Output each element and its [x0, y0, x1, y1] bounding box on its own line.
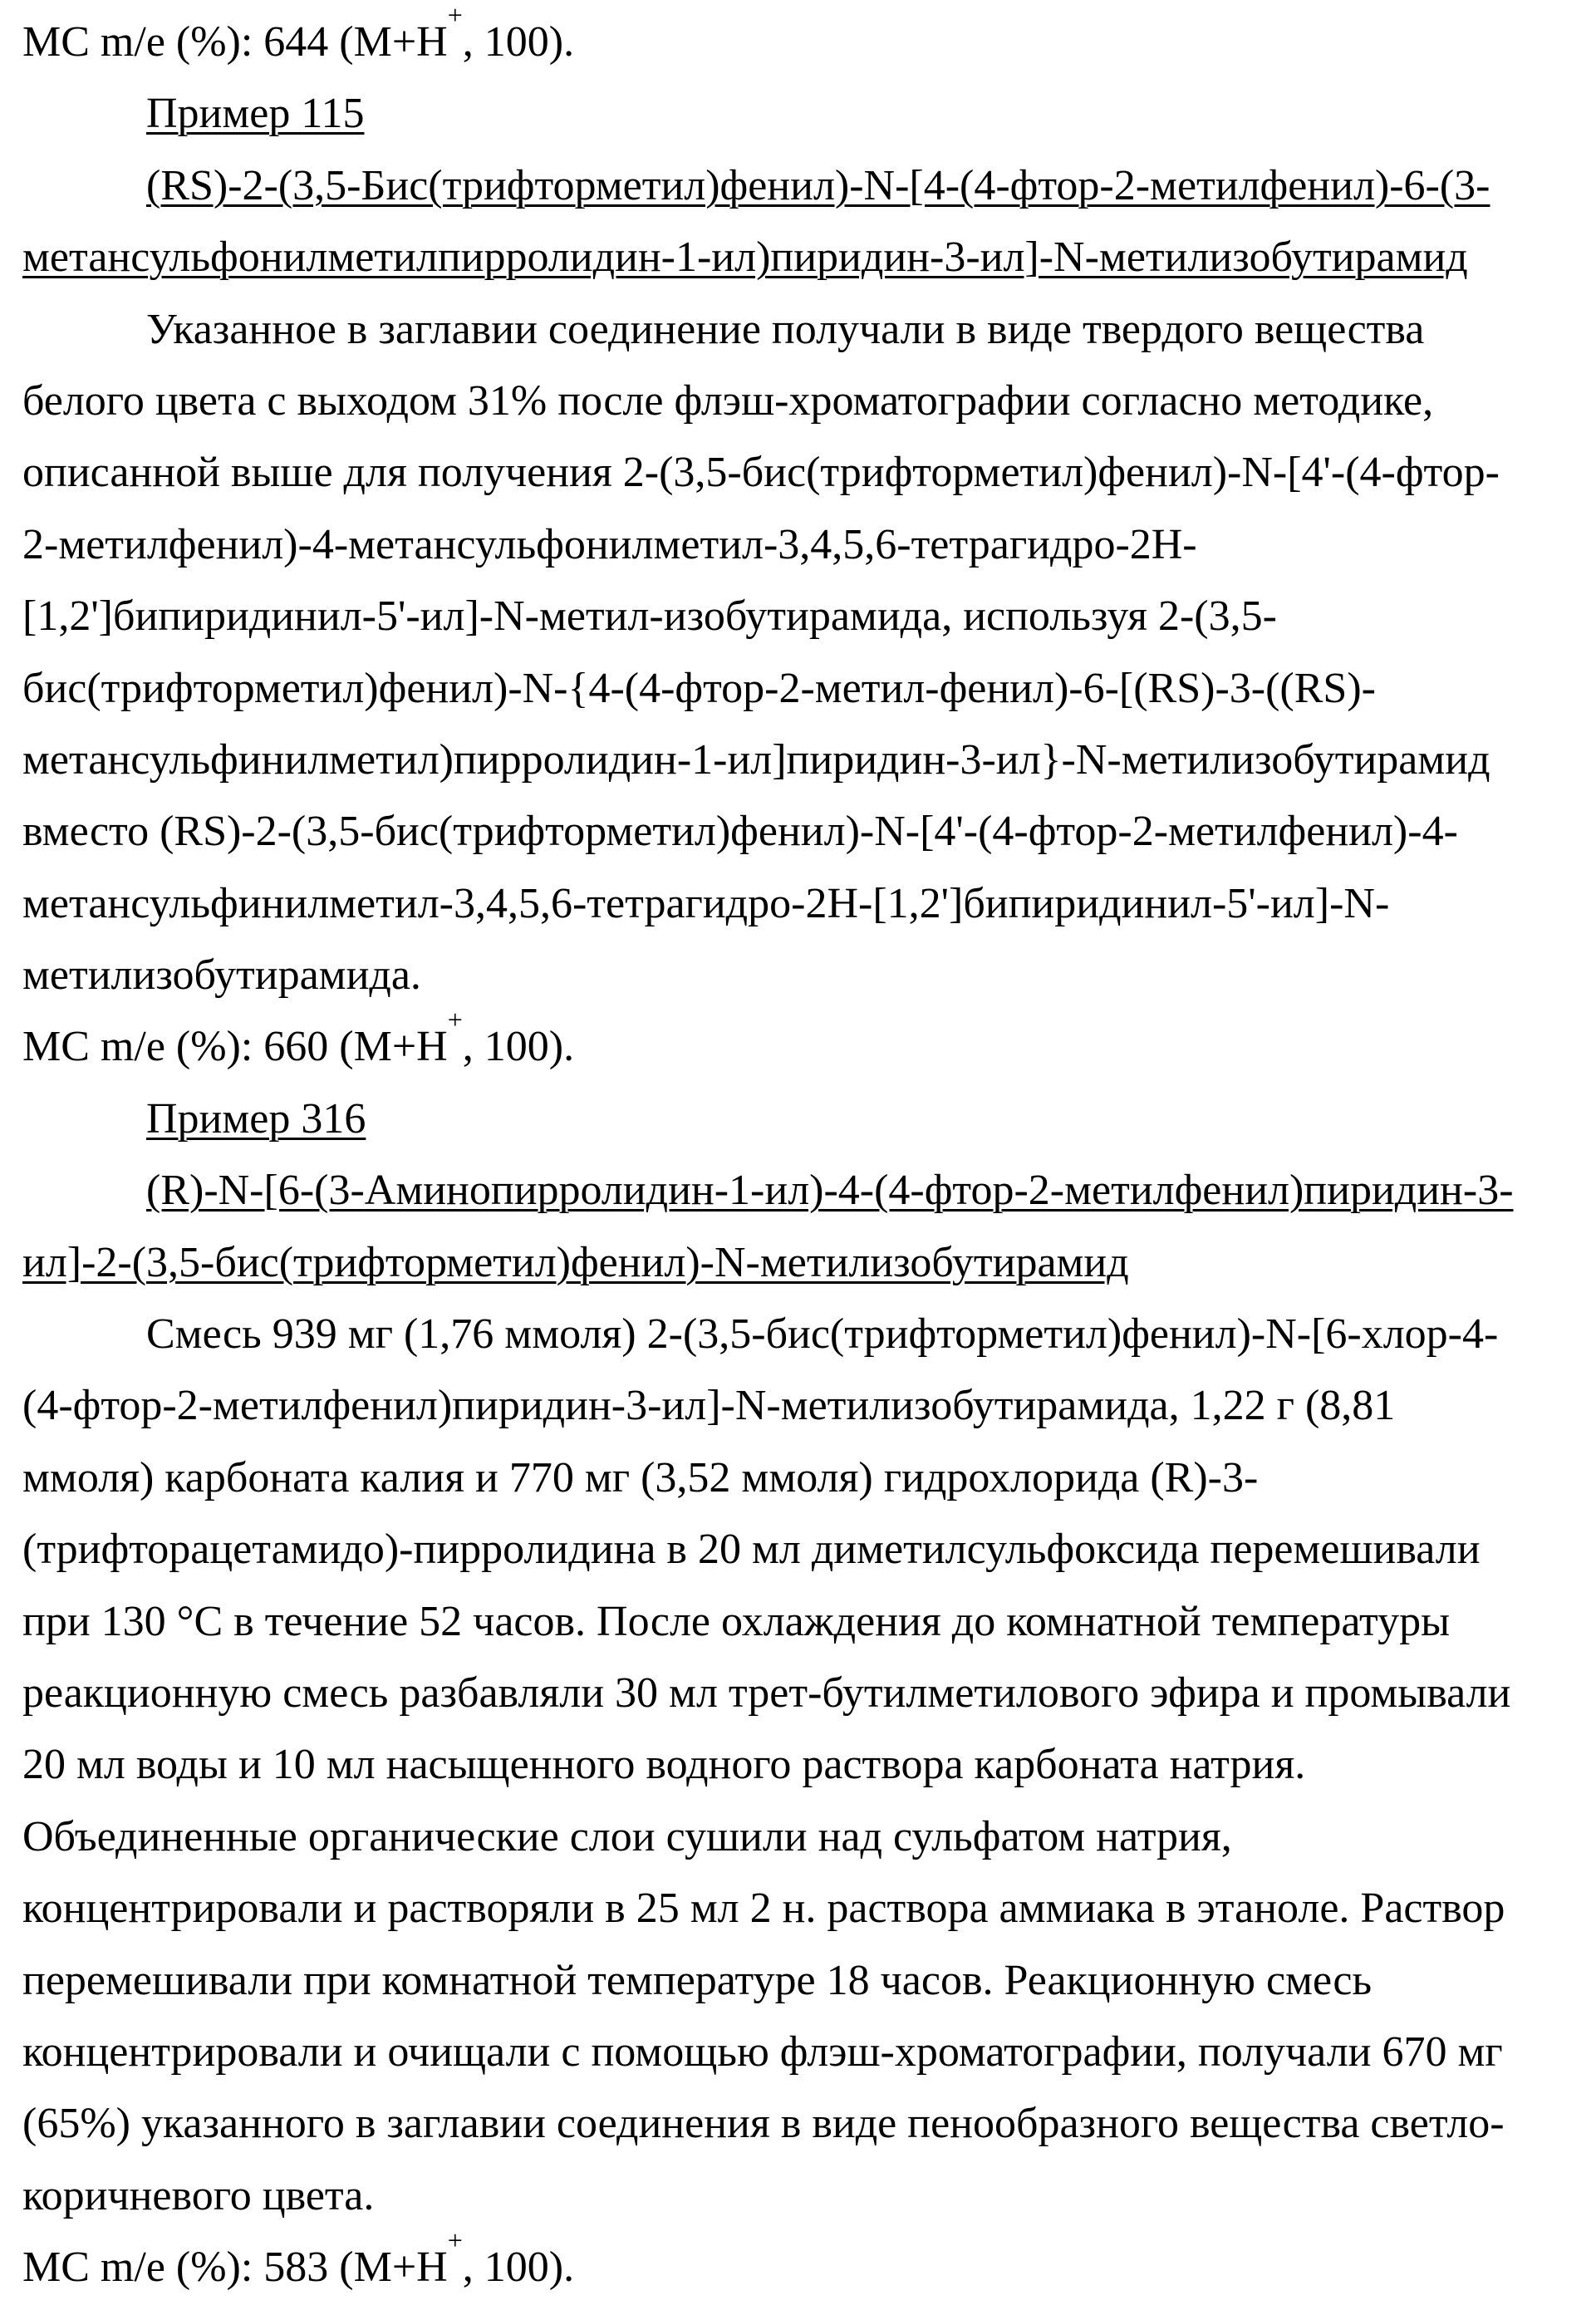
line-text: бис(трифторметил)фенил)-N-{4-(4-фтор-2-метил-фенил)-6-[(RS)-3-((RS)-	[22, 665, 1376, 712]
line-text: Пример 115	[146, 90, 364, 137]
line-text: , 100).	[463, 2244, 574, 2291]
text-line	[0, 1011, 1596, 1083]
text-line	[0, 1586, 1596, 1658]
heading-line	[0, 78, 1596, 150]
line-text: МС m/e (%): 660 (M+H	[22, 1023, 448, 1070]
line-text: белого цвета с выходом 31% после флэш-хроматографии согласно методике,	[22, 377, 1433, 425]
text-line	[0, 796, 1596, 867]
line-text: описанной выше для получения 2-(3,5-бис(трифторметил)фенил)-N-[4'-(4-фтор-	[22, 449, 1500, 496]
line-text: Объединенные органические слои сушили над сульфатом натрия,	[22, 1813, 1232, 1860]
line-text: ил]-2-(3,5-бис(трифторметил)фенил)-N-метилизобутирамид	[22, 1239, 1129, 1286]
text-line	[0, 1729, 1596, 1801]
heading-line	[0, 150, 1596, 222]
text-line	[0, 1945, 1596, 2017]
line-text: вместо (RS)-2-(3,5-бис(трифторметил)фенил)-N-[4'-(4-фтор-2-метилфенил)-4-	[22, 808, 1458, 855]
text-line	[0, 868, 1596, 940]
text-line	[0, 366, 1596, 437]
line-text: 20 мл воды и 10 мл насыщенного водного раствора карбоната натрия.	[22, 1741, 1305, 1788]
line-text: 2-метилфенил)-4-метансульфонилметил-3,4,5,6-тетрагидро-2H-	[22, 521, 1197, 568]
text-line	[0, 1299, 1596, 1370]
line-text: при 130 °C в течение 52 часов. После охлаждения до комнатной температуры	[22, 1598, 1450, 1645]
line-text: Пример 316	[146, 1095, 366, 1143]
text-line	[0, 1873, 1596, 1944]
heading-line	[0, 1155, 1596, 1226]
text-line	[0, 294, 1596, 366]
text-line	[0, 2088, 1596, 2160]
line-text: метансульфинилметил)пирролидин-1-ил]пиридин-3-ил}-N-метилизобутирамид	[22, 736, 1490, 784]
superscript: +	[448, 1005, 463, 1035]
text-line	[0, 1442, 1596, 1514]
text-line	[0, 1658, 1596, 1729]
line-text: (RS)-2-(3,5-Бис(трифторметил)фенил)-N-[4-(4-фтор-2-метилфенил)-6-(3-	[146, 162, 1490, 209]
heading-line	[0, 222, 1596, 293]
superscript: +	[448, 2225, 463, 2255]
heading-line	[0, 1084, 1596, 1155]
line-text: (трифторацетамидо)-пирролидина в 20 мл диметилсульфоксида перемешивали	[22, 1526, 1481, 1573]
line-text: метансульфинилметил-3,4,5,6-тетрагидро-2H-[1,2']бипиридинил-5'-ил]-N-	[22, 880, 1389, 927]
text-line	[0, 2017, 1596, 2088]
line-text: Указанное в заглавии соединение получали в виде твердого вещества	[146, 306, 1424, 353]
line-text: (R)-N-[6-(3-Аминопирролидин-1-ил)-4-(4-фтор-2-метилфенил)пиридин-3-	[146, 1167, 1514, 1214]
text-line	[0, 509, 1596, 581]
document-page	[0, 7, 1596, 2304]
line-text: МС m/e (%): 644 (M+H	[22, 18, 448, 66]
line-text: МС m/e (%): 583 (M+H	[22, 2244, 448, 2291]
text-line	[0, 437, 1596, 509]
text-line	[0, 1370, 1596, 1442]
line-text: реакционную смесь разбавляли 30 мл трет-бутилметилового эфира и промывали	[22, 1669, 1510, 1717]
line-text: (65%) указанного в заглавии соединения в виде пенообразного вещества светло-	[22, 2100, 1505, 2147]
line-text: концентрировали и растворяли в 25 мл 2 н. раствора аммиака в этаноле. Раствор	[22, 1885, 1505, 1932]
text-line	[0, 2232, 1596, 2303]
heading-line	[0, 1227, 1596, 1299]
superscript: +	[448, 0, 463, 30]
text-line	[0, 1801, 1596, 1873]
line-text: перемешивали при комнатной температуре 18 часов. Реакционную смесь	[22, 1957, 1372, 2004]
line-text: Смесь 939 мг (1,76 ммоля) 2-(3,5-бис(трифторметил)фенил)-N-[6-хлор-4-	[146, 1310, 1498, 1358]
text-line	[0, 940, 1596, 1011]
line-text: метансульфонилметилпирролидин-1-ил)пиридин-3-ил]-N-метилизобутирамид	[22, 233, 1468, 281]
text-line	[0, 7, 1596, 78]
line-text: ммоля) карбоната калия и 770 мг (3,52 ммоля) гидрохлорида (R)-3-	[22, 1454, 1258, 1501]
text-line	[0, 1514, 1596, 1585]
line-text: коричневого цвета.	[22, 2172, 374, 2219]
line-text: , 100).	[463, 18, 574, 66]
line-text: , 100).	[463, 1023, 574, 1070]
text-line	[0, 2160, 1596, 2232]
line-text: [1,2']бипиридинил-5'-ил]-N-метил-изобутирамида, используя 2-(3,5-	[22, 592, 1277, 640]
text-line	[0, 653, 1596, 725]
text-line	[0, 581, 1596, 652]
text-line	[0, 725, 1596, 796]
line-text: метилизобутирамида.	[22, 951, 421, 999]
line-text: (4-фтор-2-метилфенил)пиридин-3-ил]-N-метилизобутирамида, 1,22 г (8,81	[22, 1382, 1395, 1429]
line-text: концентрировали и очищали с помощью флэш-хроматографии, получали 670 мг	[22, 2028, 1503, 2076]
